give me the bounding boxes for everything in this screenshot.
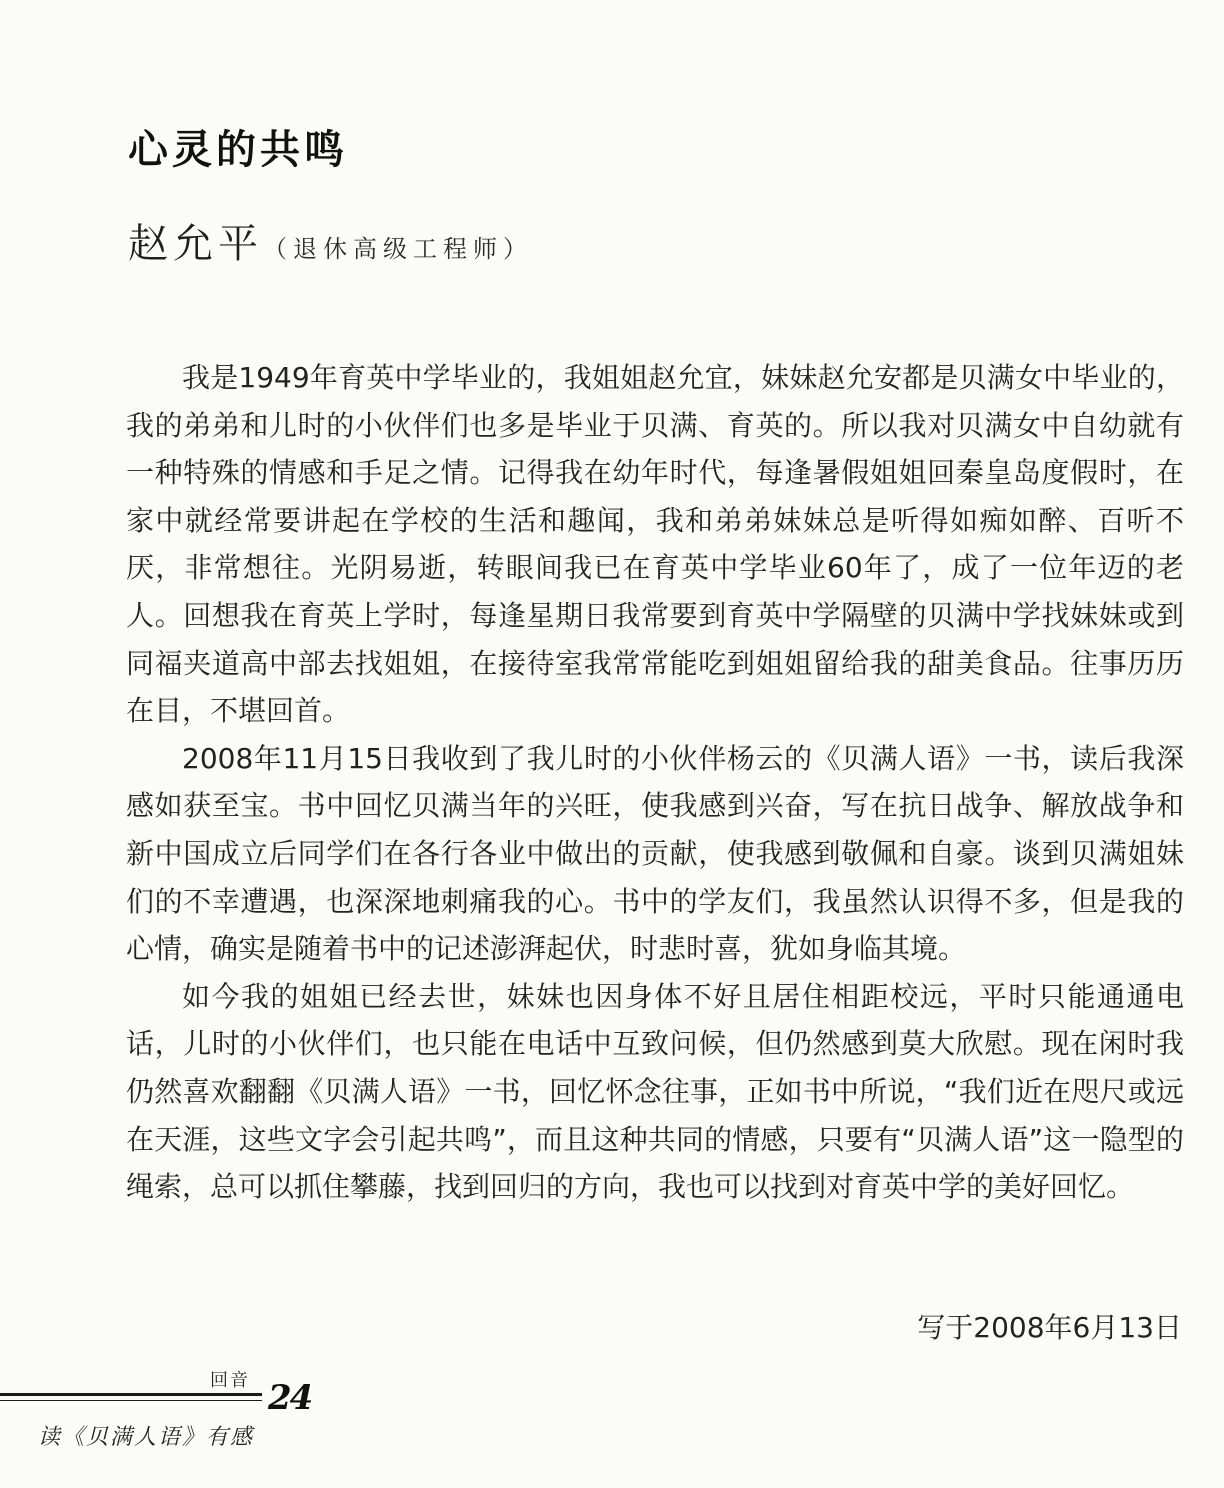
byline (128, 212, 533, 269)
footer-rule-thin (0, 1400, 262, 1401)
paragraph-1: 我是1949年育英中学毕业的，我姐姐赵允宜，妹妹赵允安都是贝满女中毕业的，我的弟弟和儿时的小伙伴们也多是毕业于贝满、育英的。所以我对贝满女中自幼就有一种特殊的情感和手足之情。记得我在幼年时代，每逢暑假姐姐回秦皇岛度假时，在家中就经常要讲起在学校的生活和趣闻，我和弟弟妹妹总是听得如痴如醉、百听不厌，非常想往。光阴易逝，转眼间我已在育英中学毕业60年了，成了一位年迈的老人。回想我在育英上学时，每逢星期日我常要到育英中学隔壁的贝满中学找妹妹或到同福夹道高中部去找姐姐，在接待室我常常能吃到姐姐留给我的甜美食品。往事历历在目，不堪回首。 (126, 361, 1184, 728)
author-role: （退休高级工程师） (263, 235, 533, 263)
footer-rule (0, 1393, 262, 1396)
author-name: 赵允平 (128, 221, 263, 267)
date-written: 写于2008年6月13日 (917, 1311, 1182, 1344)
paragraph-2: 2008年11月15日我收到了我儿时的小伙伴杨云的《贝满人语》一书，读后我深感如获至宝。书中回忆贝满当年的兴旺，使我感到兴奋，写在抗日战争、解放战争和新中国成立后同学们在各行各业中做出的贡献，使我感到敬佩和自豪。谈到贝满姐妹们的不幸遭遇，也深深地刺痛我的心。书中的学友们，我虽然认识得不多，但是我的心情，确实是随着书中的记述澎湃起伏，时悲时喜，犹如身临其境。 (126, 741, 1184, 966)
article-title: 心灵的共鸣 (128, 127, 348, 173)
article-body (126, 354, 1184, 1211)
footer-section-label: 回音 (210, 1370, 250, 1391)
paragraph-3: 如今我的姐姐已经去世，妹妹也因身体不好且居住相距校远，平时只能通通电话，儿时的小伙伴们，也只能在电话中互致问候，但仍然感到莫大欣慰。现在闲时我仍然喜欢翻翻《贝满人语》一书，回忆怀念往事，正如书中所说，“我们近在咫尺或远在天涯，这些文字会引起共鸣”，而且这种共同的情感，只要有“贝满人语”这一隐型的绳索，总可以抓住攀藤，找到回归的方向，我也可以找到对育英中学的美好回忆。 (126, 979, 1184, 1204)
footer-book-note: 读《贝满人语》有感 (38, 1425, 255, 1450)
page-number: 24 (268, 1378, 312, 1418)
